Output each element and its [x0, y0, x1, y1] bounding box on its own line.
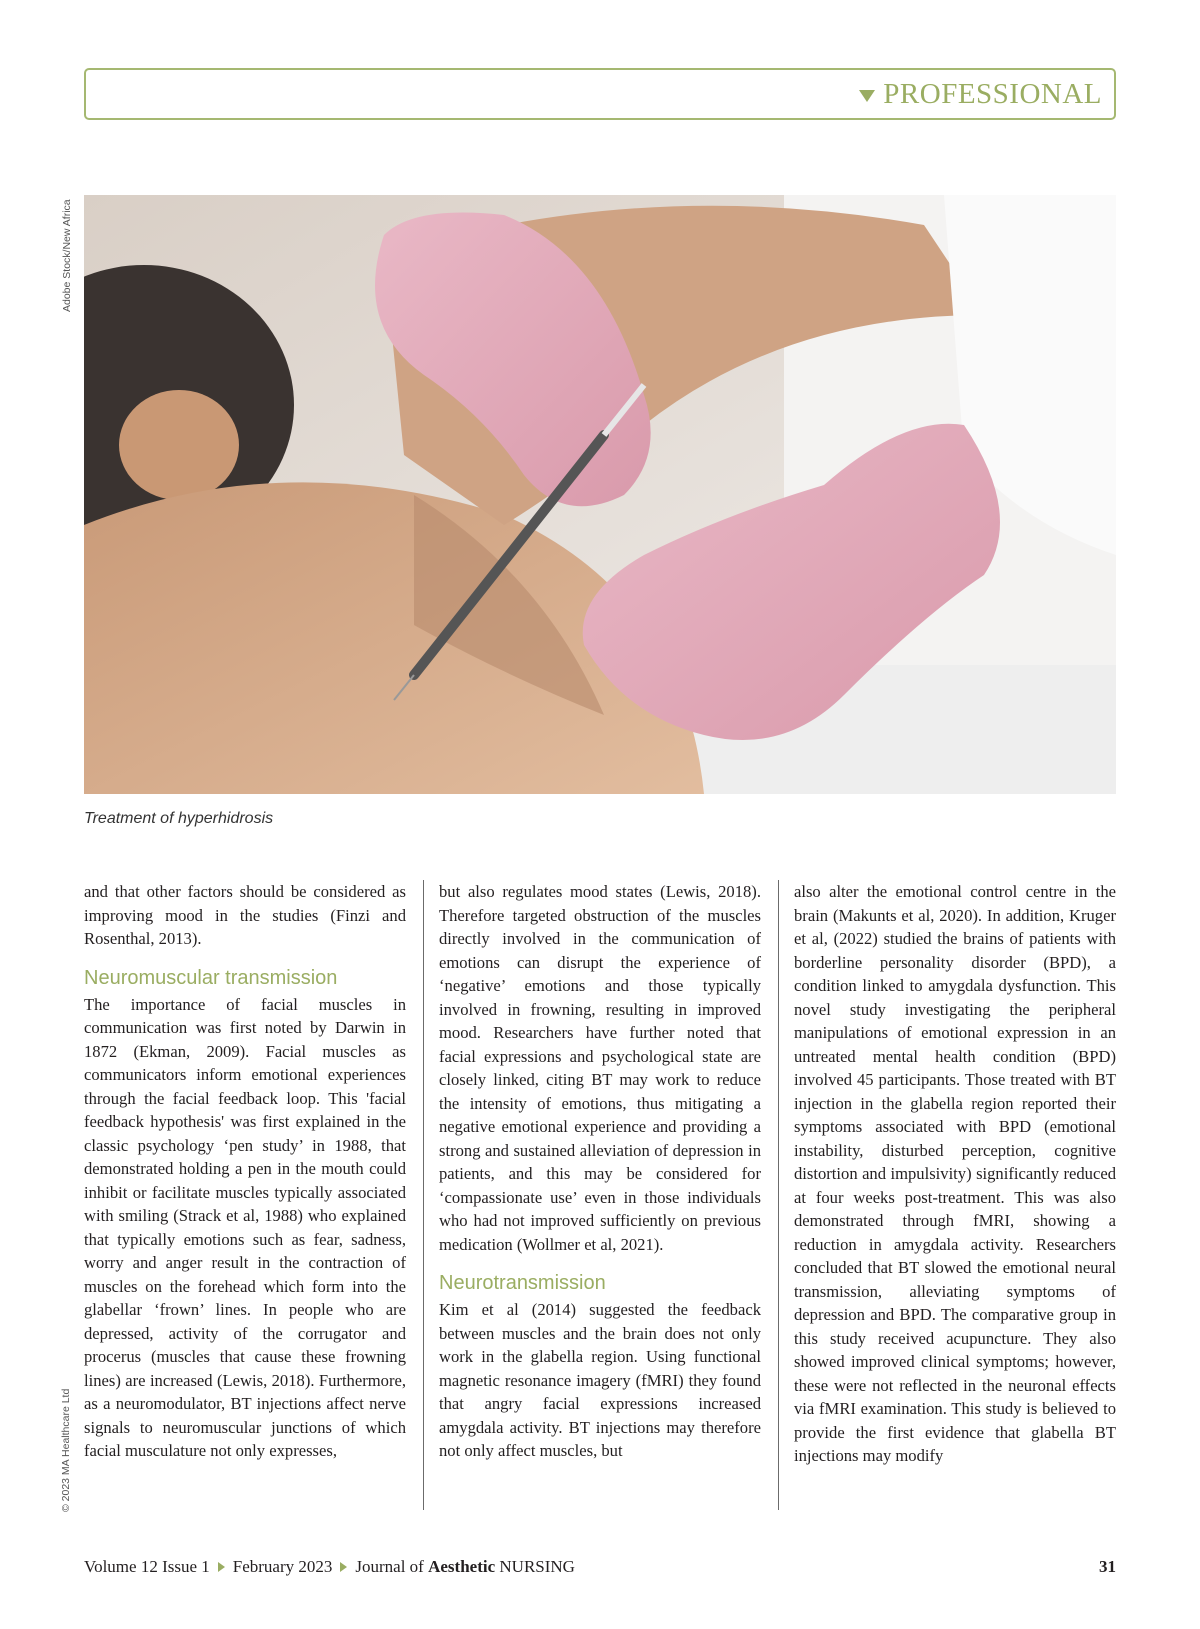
article-photo: [84, 195, 1116, 794]
page-number: 31: [1099, 1557, 1116, 1576]
paragraph: but also regulates mood states (Lewis, 2018). Therefore targeted obstruction of the muscles directly involved in the communication of emotions can disrupt the experience of ‘negative’ emotions and those typically involved in frowning, resulting in improved mood. Researchers have further noted that facial expressions and psychological state are closely linked, citing BT may work to reduce the intensity of emotions, thus mitigating a negative emotional experience and providing a strong and sustained alleviation of depression in patients, and this may be considered for ‘compassionate use’ even in those individuals who had not improved sufficiently on previous medication (Wollmer et al, 2021).: [439, 882, 761, 1254]
journal-suffix: NURSING: [499, 1557, 575, 1576]
footer-date: February 2023: [232, 1557, 333, 1576]
text-column-3: [794, 880, 1116, 1468]
photo-credit: Adobe Stock/New Africa: [61, 199, 73, 312]
footer-volume: Volume 12 Issue 1: [84, 1557, 210, 1576]
subheading-neuromuscular-transmission: Neuromuscular transmission: [84, 966, 338, 989]
section-title: PROFESSIONAL: [883, 78, 1102, 110]
journal-bold: Aesthetic: [428, 1557, 496, 1576]
column-divider: [423, 880, 424, 1510]
journal-prefix: Journal of: [355, 1557, 424, 1576]
paragraph: and that other factors should be considered as improving mood in the studies (Finzi and Rosenthal, 2013).: [84, 882, 406, 948]
paragraph: The importance of facial muscles in communication was first noted by Darwin in 1872 (Ekman, 2009). Facial muscles as communicators inform emotional experiences through the facial feedback loop. This 'facial feedback hypothesis' was first explained in the classic psychology ‘pen study’ in 1988, that demonstrated holding a pen in the mouth could inhibit or facilitate muscles typically associated with smiling (Strack et al, 1988) who explained that typically emotions such as fear, sadness, worry and anger result in the contraction of muscles on the forehead which form into the glabellar ‘frown’ lines. In people who are depressed, activity of the corrugator and procerus (muscles that cause these frowning lines) are increased (Lewis, 2018). Furthermore, as a neuromodulator, BT injections affect nerve signals to neuromuscular junctions of which facial musculature not only expresses,: [84, 994, 406, 1460]
subheading-neurotransmission: Neurotransmission: [439, 1272, 606, 1294]
column-divider: [778, 880, 779, 1510]
triangle-right-icon: [218, 1562, 225, 1572]
triangle-right-icon: [340, 1562, 347, 1572]
section-label: [859, 78, 1102, 111]
footer-journal: [355, 1557, 575, 1577]
photo-caption: Treatment of hyperhidrosis: [84, 810, 274, 827]
section-header-box: [84, 68, 1116, 120]
paragraph: Kim et al (2014) suggested the feedback between muscles and the brain does not only work in the glabella region. Using functional magnetic resonance imagery (fMRI) they found that angry facial expressions increased amygdala activity. BT injections may therefore not only affect muscles, but: [439, 1300, 761, 1460]
text-column-1: [84, 880, 406, 1463]
page-footer: [84, 1557, 575, 1577]
triangle-down-icon: [859, 90, 875, 102]
copyright-notice: © 2023 MA Healthcare Ltd: [60, 1388, 72, 1512]
text-column-2: [439, 880, 761, 1463]
hyperhidrosis-treatment-image: [84, 195, 1116, 794]
paragraph: also alter the emotional control centre in the brain (Makunts et al, 2020). In addition, Kruger et al, (2022) studied the brains of patients with borderline personality disorder (BPD), a condition linked to amygdala dysfunction. This novel study investigating the peripheral manipulations of emotional expression in an untreated mental health condition (BPD) involved 45 participants. Those treated with BT injection in the glabella region reported their symptoms associated with BPD (emotional instability, disturbed perception, cognitive distortion and impulsivity) significantly reduced at four weeks post-treatment. This was also demonstrated through fMRI, showing a reduction in amygdala activity. Researchers concluded that BT slowed the emotional neural transmission, alleviating symptoms of depression and BPD. The comparative group in this study received acupuncture. They also showed improved clinical symptoms; however, these were not reflected in the neuronal effects via fMRI examination. This study is believed to provide the first evidence that glabella BT injections may modify: [794, 882, 1116, 1465]
